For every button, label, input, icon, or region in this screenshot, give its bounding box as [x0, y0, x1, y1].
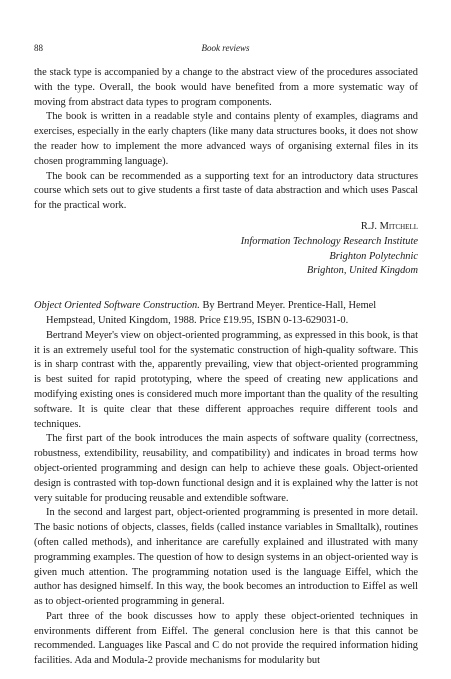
reviewer-school: Brighton Polytechnic: [329, 250, 418, 262]
paragraph: The book is written in a readable style and contains plenty of examples, diagrams and exercises, especially in the early chapters (like many data structures books, it does not show the reader how to implement the more advanced ways of organising external files in its chosen programming language).: [34, 111, 418, 167]
paragraph: The book can be recommended as a supporting text for an introductory data structures course which sets out to give students a first taste of data abstraction and which uses Pascal for the practical work.: [34, 170, 418, 212]
paragraph: In the second and largest part, object-oriented programming is presented in more detail. The basic notions of objects, classes, fields (called instance variables in Smalltalk), routines (often called methods), and inheritance are carefully explained and illustrated with many programming examples. The question of how to design systems in an object-oriented way is given much attention. The programming notation used is the language Eiffel, which the author has designed himself. In this way, the book becomes an introduction to Eiffel as well as to object-oriented programming in general.: [34, 507, 418, 608]
citation-line-1: By Bertrand Meyer. Prentice-Hall, Hemel: [199, 300, 377, 312]
running-title: Book reviews: [201, 43, 250, 53]
paragraph: Part three of the book discusses how to apply these object-oriented techniques in environments different from Eiffel. The general conclusion here is that this cannot be recommended. Languages like Pascal and C do not provide the required information hiding facilities. Ada and Modula-2 provide mechanisms for modularity but: [34, 610, 418, 667]
book-title: Object Oriented Software Construction.: [34, 300, 200, 312]
citation-line-2: Hempstead, United Kingdom, 1988. Price £19.95, ISBN 0-13-629031-0.: [46, 314, 349, 326]
page-body: [34, 66, 418, 669]
page-number: 88: [34, 43, 43, 53]
paragraph: The first part of the book introduces the main aspects of software quality (correctness, robustness, extendibility, reusability, and compatibility) and indicates in broad terms how object-oriented programming and design can help to achieve these goals. Object-oriented design is contrasted with top-down functional design and it is explained why the latter is not very suitable for producing reusable and extendible software.: [34, 433, 418, 504]
reviewer-location: Brighton, United Kingdom: [306, 265, 418, 277]
book-citation: [34, 299, 418, 329]
reviewer-signature: [34, 220, 418, 279]
reviewer-institution: Information Technology Research Institute: [240, 235, 418, 247]
paragraph: Bertrand Meyer's view on object-oriented programming, as expressed in this book, is that it is an extremely useful tool for the systematic construction of high-quality software. This is in sharp contrast with the, apparently prevailing, view that object-oriented programming is best suited for rapid prototyping, where the speed of creating new applications and modifying existing ones is considered much more important than the quality of the resulting software. It is quite clear that these different approaches require different tools and techniques.: [34, 329, 418, 430]
paragraph: the stack type is accompanied by a change to the abstract view of the procedures associated with the type. Overall, the book would have benefited from a more systematic way of moving from abstract data types to program components.: [34, 67, 418, 108]
reviewer-name: R.J. Mitchell: [360, 220, 418, 232]
